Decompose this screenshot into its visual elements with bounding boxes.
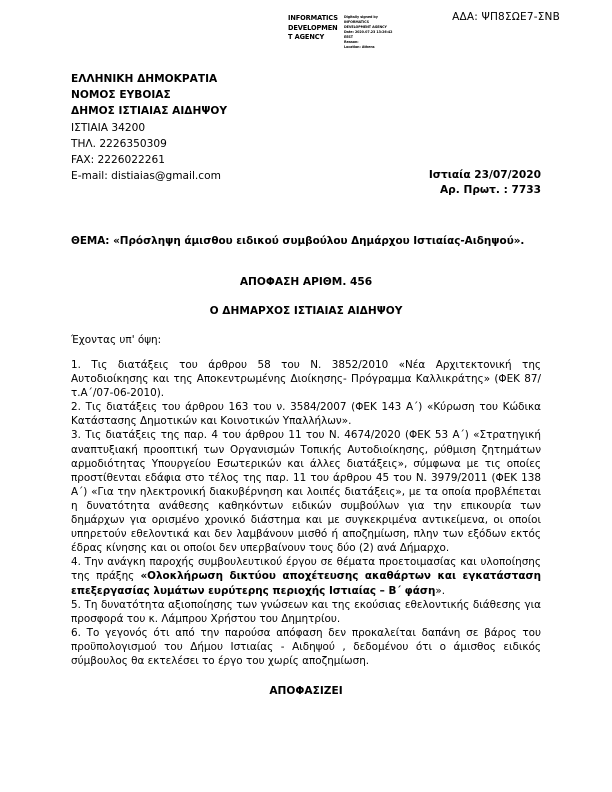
authority-line-fax: FAX: 2226022261 (71, 154, 165, 167)
clause-item-4-tail: ». (435, 584, 446, 597)
mayor-title: Ο ΔΗΜΑΡΧΟΣ ΙΣΤΙΑΙΑΣ ΑΙΔΗΨΟΥ (209, 305, 403, 317)
protocol-number: Αρ. Πρωτ. : 7733 (439, 184, 541, 196)
authority-line-municipality: ΔΗΜΟΣ ΙΣΤΙΑΙΑΣ ΑΙΔΗΨΟΥ (71, 105, 228, 118)
decides-heading: ΑΠΟΦΑΣΙΖΕΙ (269, 685, 343, 697)
ida-logo-line-1: INFORMATICS (288, 14, 338, 22)
authority-line-prefecture: ΝΟΜΟΣ ΕΥΒΟΙΑΣ (71, 89, 171, 102)
clause-item-6: 6. Το γεγονός ότι από την παρούσα απόφαση δεν προκαλείται δαπάνη σε βάρος του προϋπολογισμού του Δήμου Ιστιαίας - Αιδηψού , δεδομένου ότι ο άμισθος ειδικός σύμβουλος θα εκτελέσει το έργο του χωρίς αποζημίωση. (71, 626, 541, 667)
signature-detail-4: Date: 2020.07.23 13:26:42 (344, 29, 393, 34)
clause-item-4-intro: 4. Την ανάγκη παροχής συμβουλευτικού έργου σε θέματα προετοιμασίας και υλοποίησης της πράξης (71, 556, 541, 583)
signature-detail-5: EEST (344, 34, 353, 39)
authority-line-phone: ΤΗΛ. 2226350309 (71, 137, 167, 150)
signature-details (344, 14, 406, 50)
signature-detail-7: Location: Athens (344, 44, 375, 49)
authority-line-address: ΙΣΤΙΑΙΑ 34200 (71, 121, 146, 134)
document-meta-block (0, 168, 541, 198)
signature-detail-3: DEVELOPMENT AGENCY (344, 24, 387, 29)
subject-line: ΘΕΜΑ: «Πρόσληψη άμισθου ειδικού συμβούλου Δημάρχου Ιστιαίας-Αιδηψού». (71, 235, 525, 247)
signature-detail-2: INFORMATICS (344, 19, 369, 24)
clause-item-4 (71, 555, 541, 597)
preamble-text: Έχοντας υπ' όψη: (71, 334, 162, 346)
ada-code: ΑΔΑ: ΨΠ8ΣΩΕ7-ΣΝΒ (452, 11, 560, 23)
ida-logo-line-2: DEVELOPMEN (288, 23, 338, 32)
digital-signature-stamp (288, 14, 406, 50)
clause-item-1: 1. Τις διατάξεις του άρθρου 58 του Ν. 3852/2010 «Νέα Αρχιτεκτονική της Αυτοδιοίκησης και της Αποκεντρωμένης Διοίκησης- Πρόγραμμα Καλλικράτης» (ΦΕΚ 87/τ.Α΄/07-06-2010). (71, 359, 541, 400)
place-and-date: Ιστιαία 23/07/2020 (428, 169, 541, 181)
clause-item-5: 5. Τη δυνατότητα αξιοποίησης των γνώσεων και της εκούσιας εθελοντικής διάθεσης για προσφορά του κ. Λάμπρου Χρήστου του Δημητρίου. (71, 598, 541, 625)
signature-detail-1: Digitally signed by (344, 15, 378, 19)
clause-item-4-project-title: «Ολοκλήρωση δικτύου αποχέτευσης ακαθάρτων και εγκατάσταση επεξεργασίας λυμάτων ευρύτερης περιοχής Ιστιαίας – Β΄ φάση (71, 570, 541, 597)
clause-item-3: 3. Τις διατάξεις της παρ. 4 του άρθρου 11 του Ν. 4674/2020 (ΦΕΚ 53 Α΄) «Στρατηγική αναπτυξιακή προοπτική των Οργανισμών Τοπικής Αυτοδιοίκησης, ρύθμιση ζητημάτων αρμοδιότητας Υπουργείου Εσωτερικών και άλλες διατάξεις», σύμφωνα με τις οποίες προστίθενται εδάφια στο τέλος της παρ. 11 του άρθρου 45 του Ν. 3979/2011 (ΦΕΚ 138 Α΄) «Για την ηλεκτρονική διακυβέρνηση και λοιπές διατάξεις», με τα οποία προβλέπεται η δυνατότητα ανάθεσης καθηκόντων ειδικών συμβούλων για την επικουρία των δημάρχων για ορισμένο χρονικό διάστημα και με συγκεκριμένα αντικείμενα, οι οποίοι υπηρετούν εθελοντικά και δεν λαμβάνουν μισθό ή αποζημίωση, πλην των εξόδων εκτός έδρας κίνησης και οι οποίοι δεν υπερβαίνουν τους δύο (2) ανά Δήμαρχο. (71, 429, 541, 555)
clause-item-2: 2. Τις διατάξεις του άρθρου 163 του ν. 3584/2007 (ΦΕΚ 143 Α΄) «Κύρωση του Κώδικα Κατάστασης Δημοτικών και Κοινοτικών Υπαλλήλων». (71, 401, 541, 428)
decision-number-title: ΑΠΟΦΑΣΗ ΑΡΙΘΜ. 456 (239, 276, 373, 288)
ida-logo-line-3: T AGENCY (288, 33, 325, 42)
clauses-body (71, 358, 541, 668)
ida-logo-text (288, 14, 340, 43)
signature-detail-6: Reason: (344, 39, 359, 44)
authority-line-email: E-mail: distiaias@gmail.com (71, 170, 221, 183)
authority-line-republic: ΕΛΛΗΝΙΚΗ ΔΗΜΟΚΡΑΤΙΑ (71, 73, 218, 85)
